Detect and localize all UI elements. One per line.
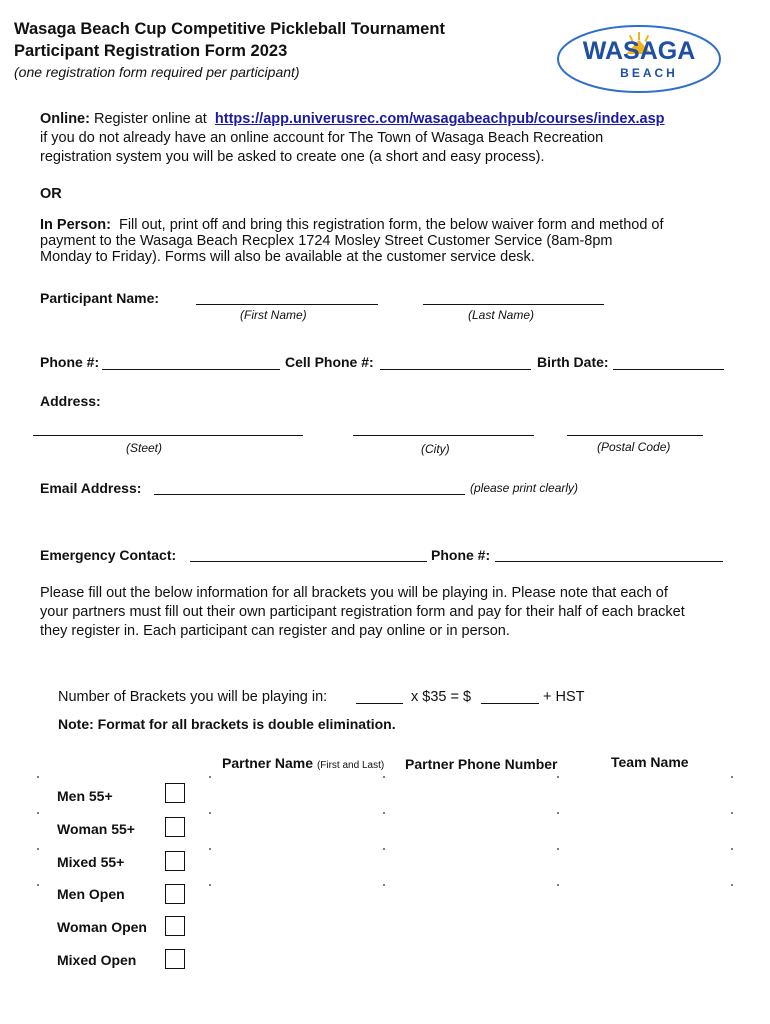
phone-label: Phone #:: [40, 354, 100, 370]
cell-dot: [209, 812, 211, 814]
form-title: Wasaga Beach Cup Competitive Pickleball Tournament: [14, 20, 445, 38]
online-line2: if you do not already have an online account for The Town of Wasaga Beach Recreation: [40, 130, 604, 146]
cell-dot: [383, 776, 385, 778]
last-name-field[interactable]: [423, 304, 604, 305]
birth-date-label: Birth Date:: [537, 354, 609, 370]
instructions-line2: your partners must fill out their own participant registration form and pay for their half of each bracket: [40, 604, 685, 620]
last-name-caption: (Last Name): [468, 308, 535, 322]
bracket-checkbox-woman-open[interactable]: [165, 916, 185, 936]
address-label: Address:: [40, 393, 101, 409]
brackets-count-label: Number of Brackets you will be playing in:: [58, 689, 328, 705]
first-name-field[interactable]: [196, 304, 378, 305]
cell-dot: [37, 812, 39, 814]
bracket-checkbox-mixed-55[interactable]: [165, 851, 185, 871]
form-subtitle: Participant Registration Form 2023: [14, 42, 288, 60]
format-note: Note: Format for all brackets is double elimination.: [58, 716, 396, 732]
in-person-line2: payment to the Wasaga Beach Recplex 1724 Mosley Street Customer Service (8am-8pm: [40, 233, 613, 249]
emergency-phone-field[interactable]: [495, 561, 723, 562]
cell-dot: [209, 848, 211, 850]
partner-phone-header: Partner Phone Number: [405, 756, 558, 772]
hst-label: + HST: [543, 689, 585, 705]
emergency-phone-label: Phone #:: [431, 547, 491, 563]
wasaga-beach-logo: [556, 24, 722, 94]
cell-dot: [209, 884, 211, 886]
street-caption: (Steet): [126, 441, 163, 455]
phone-field[interactable]: [102, 369, 280, 370]
cell-dot: [37, 884, 39, 886]
cell-dot: [557, 812, 559, 814]
first-name-caption: (First Name): [240, 308, 307, 322]
bracket-label-woman-55: Woman 55+: [57, 821, 135, 837]
form-note: (one registration form required per participant): [14, 64, 300, 80]
cell-dot: [731, 776, 733, 778]
total-amount-field[interactable]: [481, 703, 539, 704]
instructions-line3: they register in. Each participant can register and pay online or in person.: [40, 623, 510, 639]
logo-icon: [556, 24, 722, 94]
street-field[interactable]: [33, 435, 303, 436]
price-multiplier: x $35 = $: [411, 689, 472, 705]
city-caption: (City): [421, 442, 450, 456]
partner-name-header: Partner Name (First and Last): [222, 755, 385, 771]
cell-phone-field[interactable]: [380, 369, 531, 370]
cell-dot: [37, 848, 39, 850]
cell-dot: [731, 812, 733, 814]
cell-dot: [209, 776, 211, 778]
instructions-line1: Please fill out the below information for all brackets you will be playing in. Please note that each of: [40, 585, 668, 601]
email-field[interactable]: [154, 494, 465, 495]
svg-text:BEACH: BEACH: [620, 66, 678, 80]
brackets-count-field[interactable]: [356, 703, 403, 704]
registration-link[interactable]: https://app.univerusrec.com/wasagabeachpub/courses/index.asp: [214, 111, 665, 127]
bracket-label-men-open: Men Open: [57, 886, 125, 902]
emergency-contact-label: Emergency Contact:: [40, 547, 177, 563]
emergency-contact-field[interactable]: [190, 561, 427, 562]
email-note: (please print clearly): [470, 481, 579, 495]
cell-dot: [557, 848, 559, 850]
in-person-line1: In Person: Fill out, print off and bring this registration form, the below waiver form and method of: [40, 217, 664, 233]
cell-dot: [731, 848, 733, 850]
postal-code-caption: (Postal Code): [597, 440, 671, 454]
svg-text:WASAGA: WASAGA: [582, 37, 696, 65]
email-label: Email Address:: [40, 480, 142, 496]
cell-dot: [383, 848, 385, 850]
postal-code-field[interactable]: [567, 435, 703, 436]
participant-name-label: Participant Name:: [40, 290, 160, 306]
online-line1: Online: Register online at https://app.univerusrec.com/wasagabeachpub/courses/index.asp: [40, 111, 665, 127]
cell-dot: [37, 776, 39, 778]
bracket-label-woman-open: Woman Open: [57, 919, 147, 935]
bracket-label-mixed-open: Mixed Open: [57, 952, 137, 968]
cell-dot: [557, 884, 559, 886]
bracket-checkbox-men-open[interactable]: [165, 884, 185, 904]
bracket-checkbox-woman-55[interactable]: [165, 817, 185, 837]
bracket-checkbox-men-55[interactable]: [165, 783, 185, 803]
cell-dot: [383, 812, 385, 814]
cell-phone-label: Cell Phone #:: [285, 354, 374, 370]
online-line3: registration system you will be asked to create one (a short and easy process).: [40, 149, 545, 165]
in-person-line3: Monday to Friday). Forms will also be available at the customer service desk.: [40, 249, 535, 265]
bracket-label-men-55: Men 55+: [57, 788, 113, 804]
city-field[interactable]: [353, 435, 534, 436]
bracket-checkbox-mixed-open[interactable]: [165, 949, 185, 969]
cell-dot: [383, 884, 385, 886]
bracket-label-mixed-55: Mixed 55+: [57, 854, 125, 870]
cell-dot: [731, 884, 733, 886]
cell-dot: [557, 776, 559, 778]
or-divider: OR: [40, 186, 62, 202]
team-name-header: Team Name: [611, 754, 689, 770]
birth-date-field[interactable]: [613, 369, 724, 370]
